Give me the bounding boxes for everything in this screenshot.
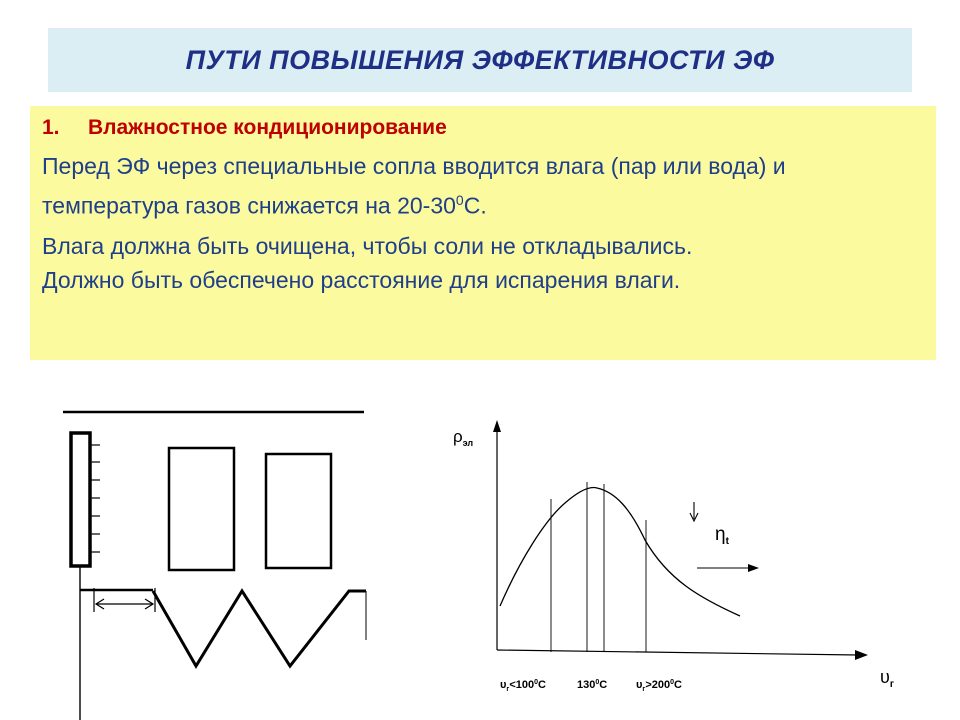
paragraph-requirements-line2: Должно быть обеспечено расстояние для испарения влаги. (42, 266, 681, 293)
paragraph-humidification-end: С. (463, 192, 487, 219)
hopper-profile (153, 591, 366, 666)
section-number: 1. (42, 116, 60, 139)
resistivity-curve (500, 488, 740, 616)
slide-title: ПУТИ ПОВЫШЕНИЯ ЭФФЕКТИВНОСТИ ЭФ (185, 44, 775, 75)
degree-sup: 0 (455, 192, 464, 208)
tick-label-below-100: $\upsilon_г<100^0С$ (500, 679, 546, 693)
y-axis-symbol: ρ (453, 427, 463, 446)
x-axis-arrow (855, 650, 868, 660)
nozzle-column (71, 433, 90, 566)
electrode-field-2 (266, 454, 331, 568)
right-arrow-head (748, 564, 759, 572)
paragraph-requirements-line1: Влага должна быть очищена, чтобы соли не откладывались. (42, 232, 693, 259)
paragraph-humidification-main: Перед ЭФ через специальные сопла вводится влага (пар или вода) и температура газов снижается на 20-30 (42, 153, 786, 219)
section-heading-text: Влажностное кондиционирование (88, 116, 447, 139)
resistivity-graph (453, 420, 894, 693)
y-axis-label (453, 427, 473, 448)
efficiency-label (715, 524, 730, 547)
electrode-field-1 (169, 448, 234, 570)
x-axis-label (880, 667, 894, 690)
y-axis-sub: эл (462, 438, 474, 448)
x-axis-symbol: υ (880, 667, 890, 687)
efficiency-sub: t (725, 536, 729, 547)
temperature-marker-lines (551, 482, 646, 652)
x-axis-sub: г (889, 679, 895, 690)
filter-schematic (63, 412, 366, 720)
tick-label-130: $130^0С$ (577, 679, 608, 691)
y-axis-arrow (493, 420, 501, 432)
tick-label-above-200: $\upsilon_г>200^0С$ (636, 679, 682, 693)
efficiency-symbol: η (715, 524, 726, 545)
